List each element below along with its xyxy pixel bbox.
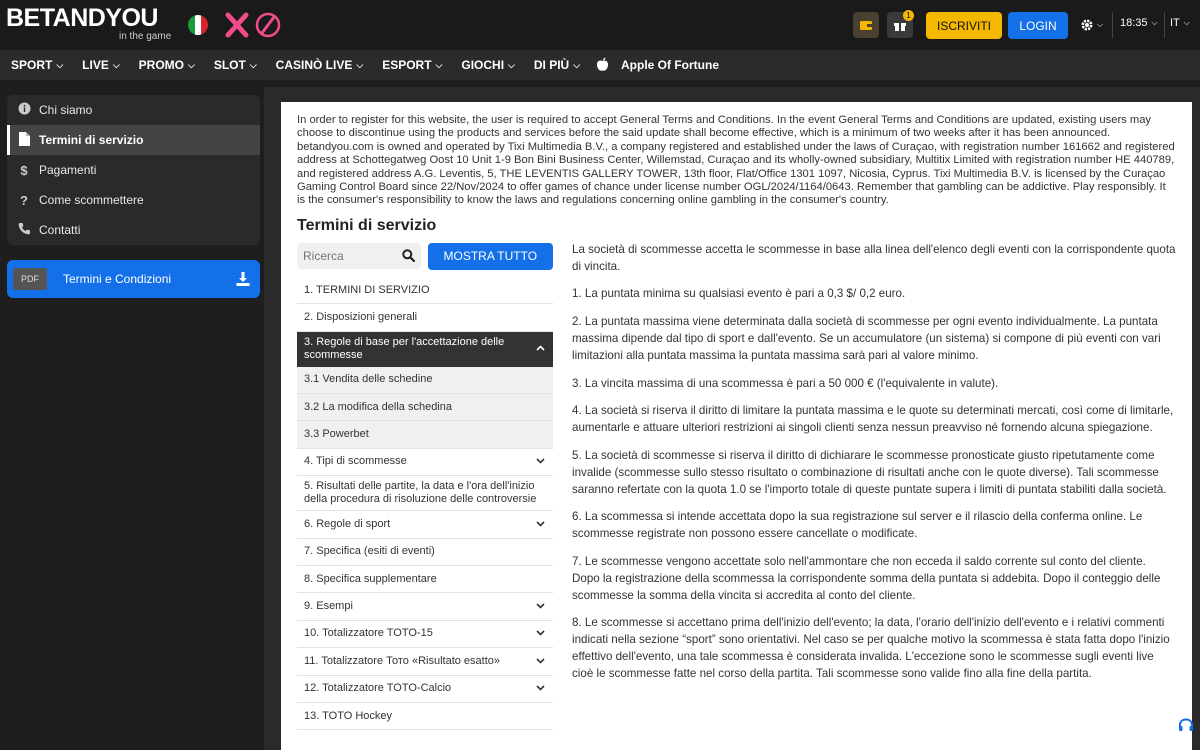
- chevron-down-icon: ⌵: [435, 59, 443, 70]
- download-icon: [236, 272, 250, 286]
- chevron-down-icon[interactable]: [536, 600, 545, 613]
- apple-icon: [596, 57, 609, 72]
- rule-paragraph: La società di scommesse accetta le scommesse in base alla linea dell'elenco degli eventi con la corrispondente quota di vincita.: [572, 242, 1176, 273]
- chevron-down-icon[interactable]: [536, 518, 545, 531]
- gear-icon: [1080, 18, 1094, 32]
- toc-item-label: 10. Totalizzatore TOTO-15: [304, 627, 433, 640]
- toc-item[interactable]: [297, 476, 553, 511]
- pdf-label: Termini e Condizioni: [63, 272, 172, 286]
- logo-tagline: in the game: [119, 31, 172, 42]
- nav-item-slot[interactable]: SLOT ⌵: [213, 58, 257, 72]
- chevron-down-icon: ⌵: [1151, 18, 1158, 27]
- headset-support-icon[interactable]: [1178, 718, 1194, 734]
- show-all-button[interactable]: MOSTRA TUTTO: [428, 243, 553, 270]
- divider: [1164, 12, 1165, 38]
- nav-item-esport[interactable]: ESPORT ⌵: [382, 58, 443, 72]
- chevron-down-icon: ⌵: [249, 59, 257, 70]
- nav-item-live[interactable]: LIVE ⌵: [82, 58, 120, 72]
- rule-paragraph: 4. La società si riserva il diritto di limitare la puntata massima e le quote su determinati mercati, così come di limitarle, aumentarle e attuare ulteriori restrizioni ai singoli clienti senza nessun preavviso né fornendo alcuna spiegazione.: [572, 404, 1174, 435]
- toc-item[interactable]: [297, 304, 553, 331]
- header: [0, 0, 1200, 50]
- toc-item[interactable]: [297, 703, 553, 730]
- chevron-down-icon: ⌵: [1183, 18, 1190, 27]
- toc-item[interactable]: [297, 277, 553, 304]
- chevron-down-icon: ⌵: [56, 59, 64, 70]
- rule-paragraph: 2. La puntata massima viene determinata dalla società di scommesse per ogni evento individualmente. La puntata massima dipende dal tipo di sport e dall'evento. Se un accumulatore (un sistema) si compone di più eventi con vari limitazioni alla puntata massima la puntata massima sarà pari al valore minimo.: [572, 315, 1161, 362]
- chevron-down-icon: ⌵: [508, 59, 515, 70]
- rules-text: [572, 242, 1176, 730]
- chevron-down-icon: ⌵: [1097, 20, 1104, 29]
- nav-item-giochi[interactable]: GIOCHI ⌵: [461, 58, 515, 72]
- toc-item-label: 11. Totalizzatore Тото «Risultato esatto»: [304, 654, 501, 667]
- rule-paragraph: 3. La vincita massima di una scommessa è pari a 50 000 € (l'equivalente in valute).: [572, 376, 999, 390]
- info-icon: [17, 102, 31, 118]
- logo[interactable]: [6, 4, 186, 44]
- search-input[interactable]: [303, 249, 393, 263]
- toc-item-label: 8. Specifica supplementare: [304, 572, 437, 585]
- toc-item[interactable]: [297, 421, 553, 448]
- table-of-contents: [297, 243, 553, 730]
- divider: [1112, 12, 1113, 38]
- register-button[interactable]: ISCRIVITI: [926, 12, 1002, 39]
- sidebar: [7, 87, 260, 750]
- gift-badge: 1: [903, 10, 914, 21]
- main-nav: [0, 50, 1200, 80]
- chevron-down-icon: ⌵: [112, 59, 120, 70]
- toc-item[interactable]: [297, 511, 553, 538]
- question-icon: ?: [20, 192, 28, 208]
- toc-item[interactable]: [297, 676, 553, 703]
- sidebar-item-come-scommettere[interactable]: ? Come scommettere: [7, 185, 260, 215]
- toc-item[interactable]: [297, 332, 553, 367]
- chevron-up-icon[interactable]: [536, 342, 545, 355]
- toc-item-label: 6. Regole di sport: [304, 517, 391, 530]
- chevron-down-icon: ⌵: [573, 59, 581, 70]
- sidebar-item-contatti[interactable]: Contatti: [7, 215, 260, 245]
- toc-item[interactable]: [297, 367, 553, 394]
- login-button[interactable]: LOGIN: [1008, 12, 1068, 39]
- chevron-down-icon[interactable]: [536, 655, 545, 668]
- search-box[interactable]: [297, 243, 421, 269]
- toc-list: [297, 277, 553, 730]
- main-content: [281, 102, 1192, 750]
- x-promo-icon[interactable]: [224, 11, 282, 39]
- nav-item-sport[interactable]: SPORT ⌵: [11, 58, 64, 72]
- toc-item-label: 3.3 Powerbet: [304, 428, 369, 441]
- toc-item[interactable]: [297, 394, 553, 421]
- nav-item-casino-live[interactable]: CASINÒ LIVE ⌵: [275, 58, 364, 72]
- language-label: IT: [1170, 17, 1180, 29]
- rule-paragraph: 1. La puntata minima su qualsiasi evento è pari a 0,3 $/ 0,2 euro.: [572, 287, 906, 301]
- time-dropdown[interactable]: [1120, 17, 1158, 29]
- toc-item-label: 9. Esempi: [304, 600, 353, 613]
- nav-item-di-piu[interactable]: DI PIÙ ⌵: [533, 58, 581, 72]
- wallet-icon[interactable]: [853, 12, 879, 38]
- phone-icon: [17, 222, 31, 238]
- toc-item[interactable]: [297, 621, 553, 648]
- toc-item-label: 3.1 Vendita delle schedine: [304, 373, 433, 386]
- toc-item[interactable]: [297, 648, 553, 675]
- dollar-icon: $: [20, 162, 28, 178]
- sidebar-item-chi-siamo[interactable]: Chi siamo: [7, 95, 260, 125]
- sidebar-item-termini-di-servizio[interactable]: Termini di servizio: [7, 125, 260, 155]
- toc-item[interactable]: [297, 593, 553, 620]
- sidebar-menu: [7, 95, 260, 245]
- toc-item-label: 4. Tipi di scommesse: [304, 455, 407, 468]
- chevron-down-icon: ⌵: [188, 59, 195, 70]
- rule-paragraph: 7. Le scommesse vengono accettate solo nell'ammontare che non ecceda il saldo corrente sul conto del cliente. Dopo la registrazione della scommessa la corrispondente somma della puntata si addebita. Dopo il conteggio delle scommesse la somma della vincita si accredita al conto del cliente.: [572, 555, 1161, 602]
- rule-paragraph: 5. La società di scommesse si riserva il diritto di dichiarare le scommesse pronosticate giusto ripetutamente come invalide (scommesse sullo stesso risultato o combinazione di risultati anche con le quote diverse). Tali scommesse saranno refertate con la quota 1.0 se l'importo totale di queste puntate supera i limiti di puntata stabiliti dalla società.: [572, 449, 1167, 496]
- toc-item[interactable]: [297, 539, 553, 566]
- nav-item-apple-of-fortune[interactable]: Apple Of Fortune: [596, 57, 719, 72]
- chevron-down-icon: ⌵: [356, 59, 364, 70]
- toc-item[interactable]: [297, 449, 553, 476]
- toc-item[interactable]: [297, 566, 553, 593]
- page-title: Termini di servizio: [297, 216, 437, 234]
- italy-flag-icon[interactable]: [188, 15, 208, 35]
- search-icon: [402, 249, 415, 262]
- pdf-file-icon: PDF: [13, 268, 47, 290]
- nav-item-promo[interactable]: PROMO ⌵: [138, 58, 195, 72]
- chevron-down-icon[interactable]: [536, 627, 545, 640]
- pdf-download-button[interactable]: [7, 260, 260, 298]
- toc-item-label: 3. Regole di base per l'accettazione delle scommesse: [304, 335, 505, 361]
- rule-paragraph: 8. Le scommesse si accettano prima dell'inizio dell'evento; la data, l'orario dell'inizio dell'evento e i relativi commenti indicati nella sezione “sport” sono orientativi. Nel caso se per qualche motivo la scommessa è stata fatta dopo l'inizio effettivo dell'evento, una tale scommessa è considerata invalida. L'eccezione sono le scommesse sugli eventi live cioè le scommesse fatte nel corso della partita. Tali scommesse sono valide fino alla fine della partita.: [572, 616, 1170, 680]
- chevron-down-icon[interactable]: [536, 682, 545, 695]
- toc-item-label: 7. Specifica (esiti di eventi): [304, 545, 435, 558]
- toc-item-label: 2. Disposizioni generali: [304, 310, 418, 323]
- toc-item-label: 13. TOTO Hockey: [304, 709, 393, 722]
- toc-item-label: 12. Totalizzatore TOTO-Calcio: [304, 682, 452, 695]
- toc-item-label: 3.2 La modifica della schedina: [304, 400, 452, 413]
- document-icon: [17, 132, 31, 149]
- chevron-down-icon[interactable]: [536, 455, 545, 468]
- language-dropdown[interactable]: [1170, 17, 1190, 29]
- toc-item-label: 1. TERMINI DI SERVIZIO: [304, 283, 430, 296]
- rule-paragraph: 6. La scommessa si intende accettata dopo la sua registrazione sul server e il rilascio della conferma online. Le scommesse registrate non possono essere cancellate o modificate.: [572, 510, 1143, 541]
- settings-dropdown[interactable]: [1080, 15, 1110, 35]
- logo-text: BETANDYOU: [6, 4, 158, 32]
- time-label: 18:35: [1120, 17, 1148, 29]
- gift-icon[interactable]: [887, 12, 913, 38]
- intro-text: In order to register for this website, the user is required to accept General Terms and Conditions. In the event General Terms and Conditions are updated, existing users may choose to discontinue using the products and services before the said update shall become effective, which is a minimum of two weeks after it has been announced. betandyou.com is owned and operated by Tixi Multimedia B.V., a company registered and established under the laws of Curaçao, with registration number 161662 and registered address at Schottegatweg Oost 10 Unit 1-9 Bon Bini Business Center, Willemstad, Curaçao and its wholly-owned subsidiary, Multitix Limited with registration number HE 440789, and registered address A.G. Leventis, 5, THE LEVENTIS GALLERY TOWER, 13th floor, Flat/Office 1301 1097, Nicosia, Cyprus. Tixi Multimedia B.V. is licensed by the Curaçao Gaming Control Board since 22/Nov/2024 to offer games of chance under license number OGL/2024/1164/0643. Remember that gambling can be addictive. Play responsibly. It is the consumer's responsibility to know the laws and regulations concerning online gambling in the consumer's country.: [297, 114, 1175, 207]
- sidebar-item-pagamenti[interactable]: $ Pagamenti: [7, 155, 260, 185]
- toc-item-label: 5. Risultati delle partite, la data e l'ora dell'inizio della procedura di risoluzione delle controversie: [304, 480, 537, 506]
